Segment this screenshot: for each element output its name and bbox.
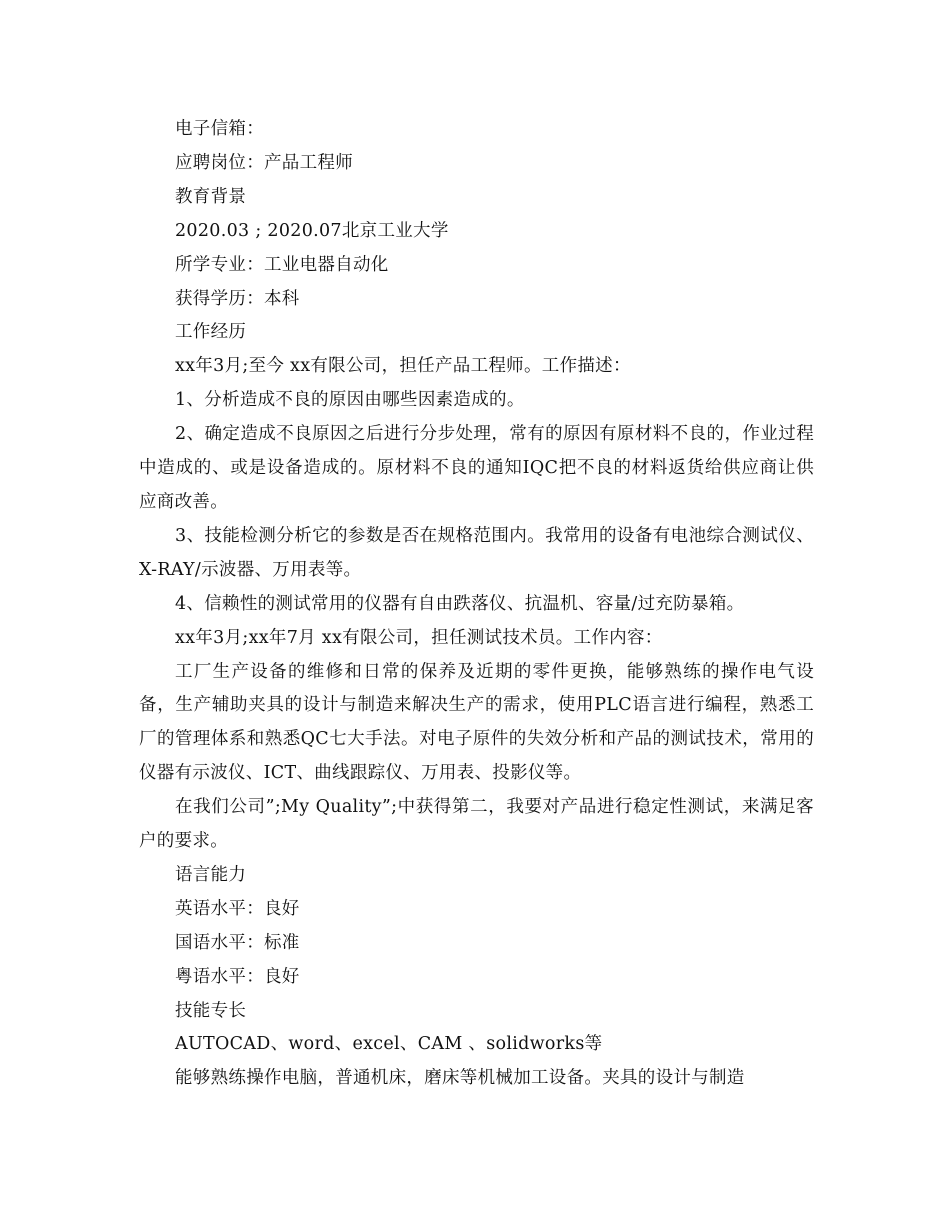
award-paragraph: 在我们公司”;My Quality”;中获得第二，我要对产品进行稳定性测试，来满足客户的要求。 <box>139 797 814 852</box>
machining-skills-line: 能够熟练操作电脑，普通机床，磨床等机械加工设备。夹具的设计与制造 <box>175 1068 745 1089</box>
mandarin-level-line: 国语水平：标准 <box>175 932 300 953</box>
work-experience-heading: 工作经历 <box>175 322 247 343</box>
job-1-duty-2: 2、确定造成不良原因之后进行分步处理，常有的原因有原材料不良的，作业过程中造成的、或是设备造成的。原材料不良的通知IQC把不良的材料返货给供应商让供应商改善。 <box>139 424 814 512</box>
job-2-description: 工厂生产设备的维修和日常的保养及近期的零件更换，能够熟练的操作电气设备，生产辅助夹具的设计与制造来解决生产的需求，使用PLC语言进行编程，熟悉工厂的管理体系和熟悉QC七大手法。对电子原件的失效分析和产品的测试技术，常用的仪器有示波仪、ICT、曲线跟踪仪、万用表、投影仪等。 <box>139 661 814 784</box>
job-1-title-line: xx年3月;至今 xx有限公司，担任产品工程师。工作描述： <box>175 356 631 377</box>
language-heading: 语言能力 <box>175 864 247 885</box>
resume-body <box>139 113 814 1096</box>
cantonese-level-line: 粤语水平：良好 <box>175 966 300 987</box>
job-1-duty-1: 1、分析造成不良的原因由哪些因素造成的。 <box>175 390 525 411</box>
education-heading: 教育背景 <box>175 186 247 207</box>
english-level-line: 英语水平：良好 <box>175 898 300 919</box>
email-line: 电子信箱： <box>175 119 264 139</box>
position-line: 应聘岗位：产品工程师 <box>175 152 353 173</box>
software-skills-line: AUTOCAD、word、excel、CAM 、solidworks等 <box>175 1034 603 1055</box>
major-line: 所学专业：工业电器自动化 <box>175 254 389 275</box>
job-1-duty-3: 3、技能检测分析它的参数是否在规格范围内。我常用的设备有电池综合测试仪、X-RAY/示波器、万用表等。 <box>139 525 814 580</box>
degree-line: 获得学历：本科 <box>175 288 300 309</box>
job-2-title-line: xx年3月;xx年7月 xx有限公司，担任测试技术员。工作内容： <box>175 627 663 648</box>
job-1-duty-4: 4、信赖性的测试常用的仪器有自由跌落仪、抗温机、容量/过充防暴箱。 <box>175 593 745 614</box>
education-dates-line: 2020.03 ; 2020.07北京工业大学 <box>175 220 449 241</box>
skills-heading: 技能专长 <box>175 1000 247 1021</box>
